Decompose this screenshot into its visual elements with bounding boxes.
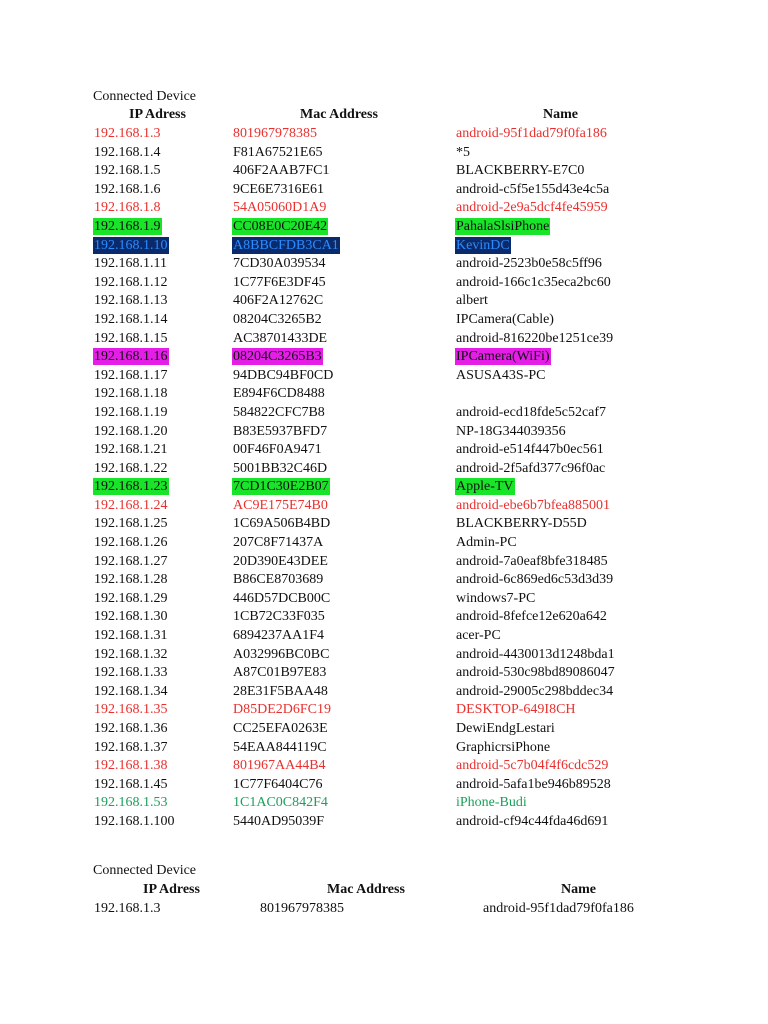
mac-address-cell: D85DE2D6FC19 (233, 702, 332, 718)
device-name-cell: android-816220be1251ce39 (456, 330, 614, 346)
ip-address-cell: 192.168.1.19 (94, 404, 168, 420)
device-row (0, 330, 768, 349)
device-name-cell: android-ebe6b7bfea885001 (456, 497, 610, 513)
device-row (0, 701, 768, 720)
header-mac: Mac Address (327, 882, 405, 897)
mac-address-cell: 5001BB32C46D (233, 460, 328, 476)
mac-address-cell: 1C1AC0C842F4 (233, 795, 328, 811)
header-ip: IP Adress (129, 107, 186, 122)
device-name-cell: android-ecd18fde5c52caf7 (456, 404, 607, 420)
ip-address-cell: 192.168.1.38 (94, 758, 168, 774)
device-row (0, 385, 768, 404)
device-name-cell: android-4430013d1248bda1 (456, 646, 615, 662)
mac-address-cell: 406F2A12762C (233, 293, 324, 309)
device-name-cell: IPCamera(WiFi) (456, 349, 550, 365)
section2-header-row (0, 881, 768, 899)
device-row (0, 292, 768, 311)
ip-address-cell: 192.168.1.6 (94, 181, 161, 197)
mac-address-cell: 5440AD95039F (233, 813, 325, 829)
device-name-cell: android-2523b0e58c5ff96 (456, 256, 602, 272)
device-row (0, 199, 768, 218)
mac-address-cell: 6894237AA1F4 (233, 628, 325, 644)
ip-address-cell: 192.168.1.9 (94, 218, 161, 234)
ip-address-cell: 192.168.1.12 (94, 274, 168, 290)
device-name-cell: android-2f5afd377c96f0ac (456, 460, 606, 476)
device-name-cell: android-5c7b04f4f6cdc529 (456, 758, 609, 774)
mac-address-cell: 20D390E43DEE (233, 553, 328, 569)
ip-address-cell: 192.168.1.45 (94, 776, 168, 792)
ip-address-cell: 192.168.1.17 (94, 367, 168, 383)
ip-address-cell: 192.168.1.28 (94, 572, 168, 588)
device-name-cell: IPCamera(Cable) (456, 311, 554, 327)
device-name-cell: android-6c869ed6c53d3d39 (456, 572, 614, 588)
section1-header-row (0, 106, 768, 124)
mac-address-cell: CC08E0C20E42 (233, 218, 328, 234)
device-row (0, 255, 768, 274)
mac-address-cell: 7CD1C30E2B07 (233, 479, 329, 495)
mac-address-cell: 00F46F0A9471 (233, 442, 322, 458)
ip-address-cell: 192.168.1.35 (94, 702, 168, 718)
header-mac: Mac Address (300, 107, 378, 122)
mac-address-cell: B86CE8703689 (233, 572, 324, 588)
ip-address-cell: 192.168.1.13 (94, 293, 168, 309)
mac-address-cell: 1C77F6E3DF45 (233, 274, 326, 290)
device-name-cell: *5 (456, 144, 470, 160)
ip-address-cell: 192.168.1.27 (94, 553, 168, 569)
ip-address-cell: 192.168.1.25 (94, 516, 168, 532)
header-ip: IP Adress (143, 882, 200, 897)
device-name-cell: BLACKBERRY-D55D (456, 516, 587, 532)
mac-address-cell: 54A05060D1A9 (233, 200, 327, 216)
mac-address-cell: A032996BC0BC (233, 646, 330, 662)
mac-address-cell: 1CB72C33F035 (233, 609, 325, 625)
mac-address-cell: 28E31F5BAA48 (233, 683, 328, 699)
device-name-cell: android-2e9a5dcf4fe45959 (456, 200, 608, 216)
device-name-cell: PahalaSlsiPhone (456, 218, 550, 234)
ip-address-cell: 192.168.1.23 (94, 479, 168, 495)
device-name-cell: BLACKBERRY-E7C0 (456, 163, 585, 179)
device-row (0, 162, 768, 181)
section1-title: Connected Device (93, 89, 197, 104)
device-name-cell: android-530c98bd89086047 (456, 665, 615, 681)
device-name-cell: android-5afa1be946b89528 (456, 776, 611, 792)
section2-title: Connected Device (93, 863, 197, 878)
device-row (0, 218, 768, 237)
device-row (0, 534, 768, 553)
ip-address-cell: 192.168.1.30 (94, 609, 168, 625)
section1-device-list (0, 125, 768, 832)
device-row (0, 757, 768, 776)
mac-address-cell: 801967AA44B4 (233, 758, 326, 774)
device-row (0, 460, 768, 479)
device-name-cell: iPhone-Budi (456, 795, 527, 811)
ip-address-cell: 192.168.1.53 (94, 795, 168, 811)
device-name-cell: NP-18G344039356 (456, 423, 566, 439)
device-name-cell: DewiEndgLestari (456, 721, 555, 736)
device-row (0, 571, 768, 590)
mac-address-cell: 584822CFC7B8 (233, 404, 325, 420)
device-name-cell: android-8fefce12e620a642 (456, 609, 607, 625)
device-row (0, 720, 768, 739)
device-row (0, 515, 768, 534)
device-row (0, 900, 768, 919)
mac-address-cell: 54EAA844119C (233, 739, 327, 755)
mac-address-cell: F81A67521E65 (233, 144, 323, 160)
ip-address-cell: 192.168.1.16 (94, 349, 168, 365)
mac-address-cell: 801967978385 (260, 901, 344, 916)
device-name-cell: windows7-PC (456, 590, 536, 606)
device-name-cell: android-e514f447b0ec561 (456, 442, 604, 458)
ip-address-cell: 192.168.1.10 (94, 237, 168, 253)
device-name-cell: android-166c1c35eca2bc60 (456, 274, 611, 290)
header-name: Name (561, 882, 596, 897)
ip-address-cell: 192.168.1.20 (94, 423, 168, 439)
ip-address-cell: 192.168.1.8 (94, 200, 161, 216)
ip-address-cell: 192.168.1.32 (94, 646, 168, 662)
device-name-cell: android-c5f5e155d43e4c5a (456, 181, 610, 197)
device-row (0, 423, 768, 442)
device-row (0, 776, 768, 795)
mac-address-cell: 801967978385 (233, 126, 317, 141)
device-row (0, 237, 768, 256)
device-name-cell: Apple-TV (456, 479, 514, 495)
device-row (0, 627, 768, 646)
device-row (0, 664, 768, 683)
device-row (0, 813, 768, 832)
device-row (0, 683, 768, 702)
device-name-cell: KevinDC (456, 237, 510, 253)
device-row (0, 181, 768, 200)
device-name-cell: Admin-PC (456, 535, 517, 551)
device-row (0, 274, 768, 293)
device-name-cell: android-29005c298bddec34 (456, 683, 614, 699)
ip-address-cell: 192.168.1.29 (94, 590, 168, 606)
device-row (0, 441, 768, 460)
device-row (0, 794, 768, 813)
device-row (0, 553, 768, 572)
mac-address-cell: 207C8F71437A (233, 535, 324, 551)
device-name-cell: android-95f1dad79f0fa186 (456, 126, 607, 141)
mac-address-cell: AC9E175E74B0 (233, 497, 328, 513)
ip-address-cell: 192.168.1.14 (94, 311, 168, 327)
device-row (0, 311, 768, 330)
ip-address-cell: 192.168.1.36 (94, 721, 168, 736)
device-name-cell: GraphicrsiPhone (456, 739, 551, 755)
ip-address-cell: 192.168.1.37 (94, 739, 168, 755)
device-row (0, 739, 768, 758)
ip-address-cell: 192.168.1.21 (94, 442, 168, 458)
ip-address-cell: 192.168.1.33 (94, 665, 168, 681)
device-row (0, 497, 768, 516)
mac-address-cell: AC38701433DE (233, 330, 328, 346)
ip-address-cell: 192.168.1.15 (94, 330, 168, 346)
ip-address-cell: 192.168.1.5 (94, 163, 161, 179)
device-row (0, 608, 768, 627)
ip-address-cell: 192.168.1.26 (94, 535, 168, 551)
mac-address-cell: A8BBCFDB3CA1 (233, 237, 339, 253)
section2-device-list (0, 900, 768, 919)
device-name-cell: android-7a0eaf8bfe318485 (456, 553, 608, 569)
device-row (0, 348, 768, 367)
device-row (0, 478, 768, 497)
ip-address-cell: 192.168.1.3 (94, 126, 161, 141)
mac-address-cell: 9CE6E7316E61 (233, 181, 324, 197)
device-name-cell: acer-PC (456, 628, 501, 644)
mac-address-cell: 406F2AAB7FC1 (233, 163, 330, 179)
mac-address-cell: B83E5937BFD7 (233, 423, 328, 439)
device-row (0, 590, 768, 609)
device-row (0, 646, 768, 665)
ip-address-cell: 192.168.1.24 (94, 497, 168, 513)
mac-address-cell: 08204C3265B2 (233, 311, 322, 327)
ip-address-cell: 192.168.1.3 (94, 901, 161, 916)
mac-address-cell: 1C77F6404C76 (233, 776, 323, 792)
mac-address-cell: A87C01B97E83 (233, 665, 327, 681)
device-name-cell: android-cf94c44fda46d691 (456, 813, 609, 829)
device-row (0, 404, 768, 423)
mac-address-cell: 08204C3265B3 (233, 349, 322, 365)
ip-address-cell: 192.168.1.31 (94, 628, 168, 644)
device-row (0, 125, 768, 144)
device-name-cell: ASUSA43S-PC (456, 367, 546, 383)
mac-address-cell: 1C69A506B4BD (233, 516, 331, 532)
device-row (0, 367, 768, 386)
ip-address-cell: 192.168.1.34 (94, 683, 168, 699)
ip-address-cell: 192.168.1.100 (94, 813, 175, 829)
ip-address-cell: 192.168.1.22 (94, 460, 168, 476)
ip-address-cell: 192.168.1.11 (94, 256, 167, 272)
mac-address-cell: 94DBC94BF0CD (233, 367, 334, 383)
device-name-cell: DESKTOP-649I8CH (456, 702, 576, 718)
mac-address-cell: 7CD30A039534 (233, 256, 326, 272)
device-row (0, 144, 768, 163)
mac-address-cell: CC25EFA0263E (233, 721, 328, 736)
mac-address-cell: 446D57DCB00C (233, 590, 331, 606)
ip-address-cell: 192.168.1.18 (94, 386, 168, 402)
device-name-cell: albert (456, 293, 488, 309)
device-name-cell: android-95f1dad79f0fa186 (483, 901, 634, 916)
header-name: Name (543, 107, 578, 122)
ip-address-cell: 192.168.1.4 (94, 144, 161, 160)
mac-address-cell: E894F6CD8488 (233, 386, 325, 402)
